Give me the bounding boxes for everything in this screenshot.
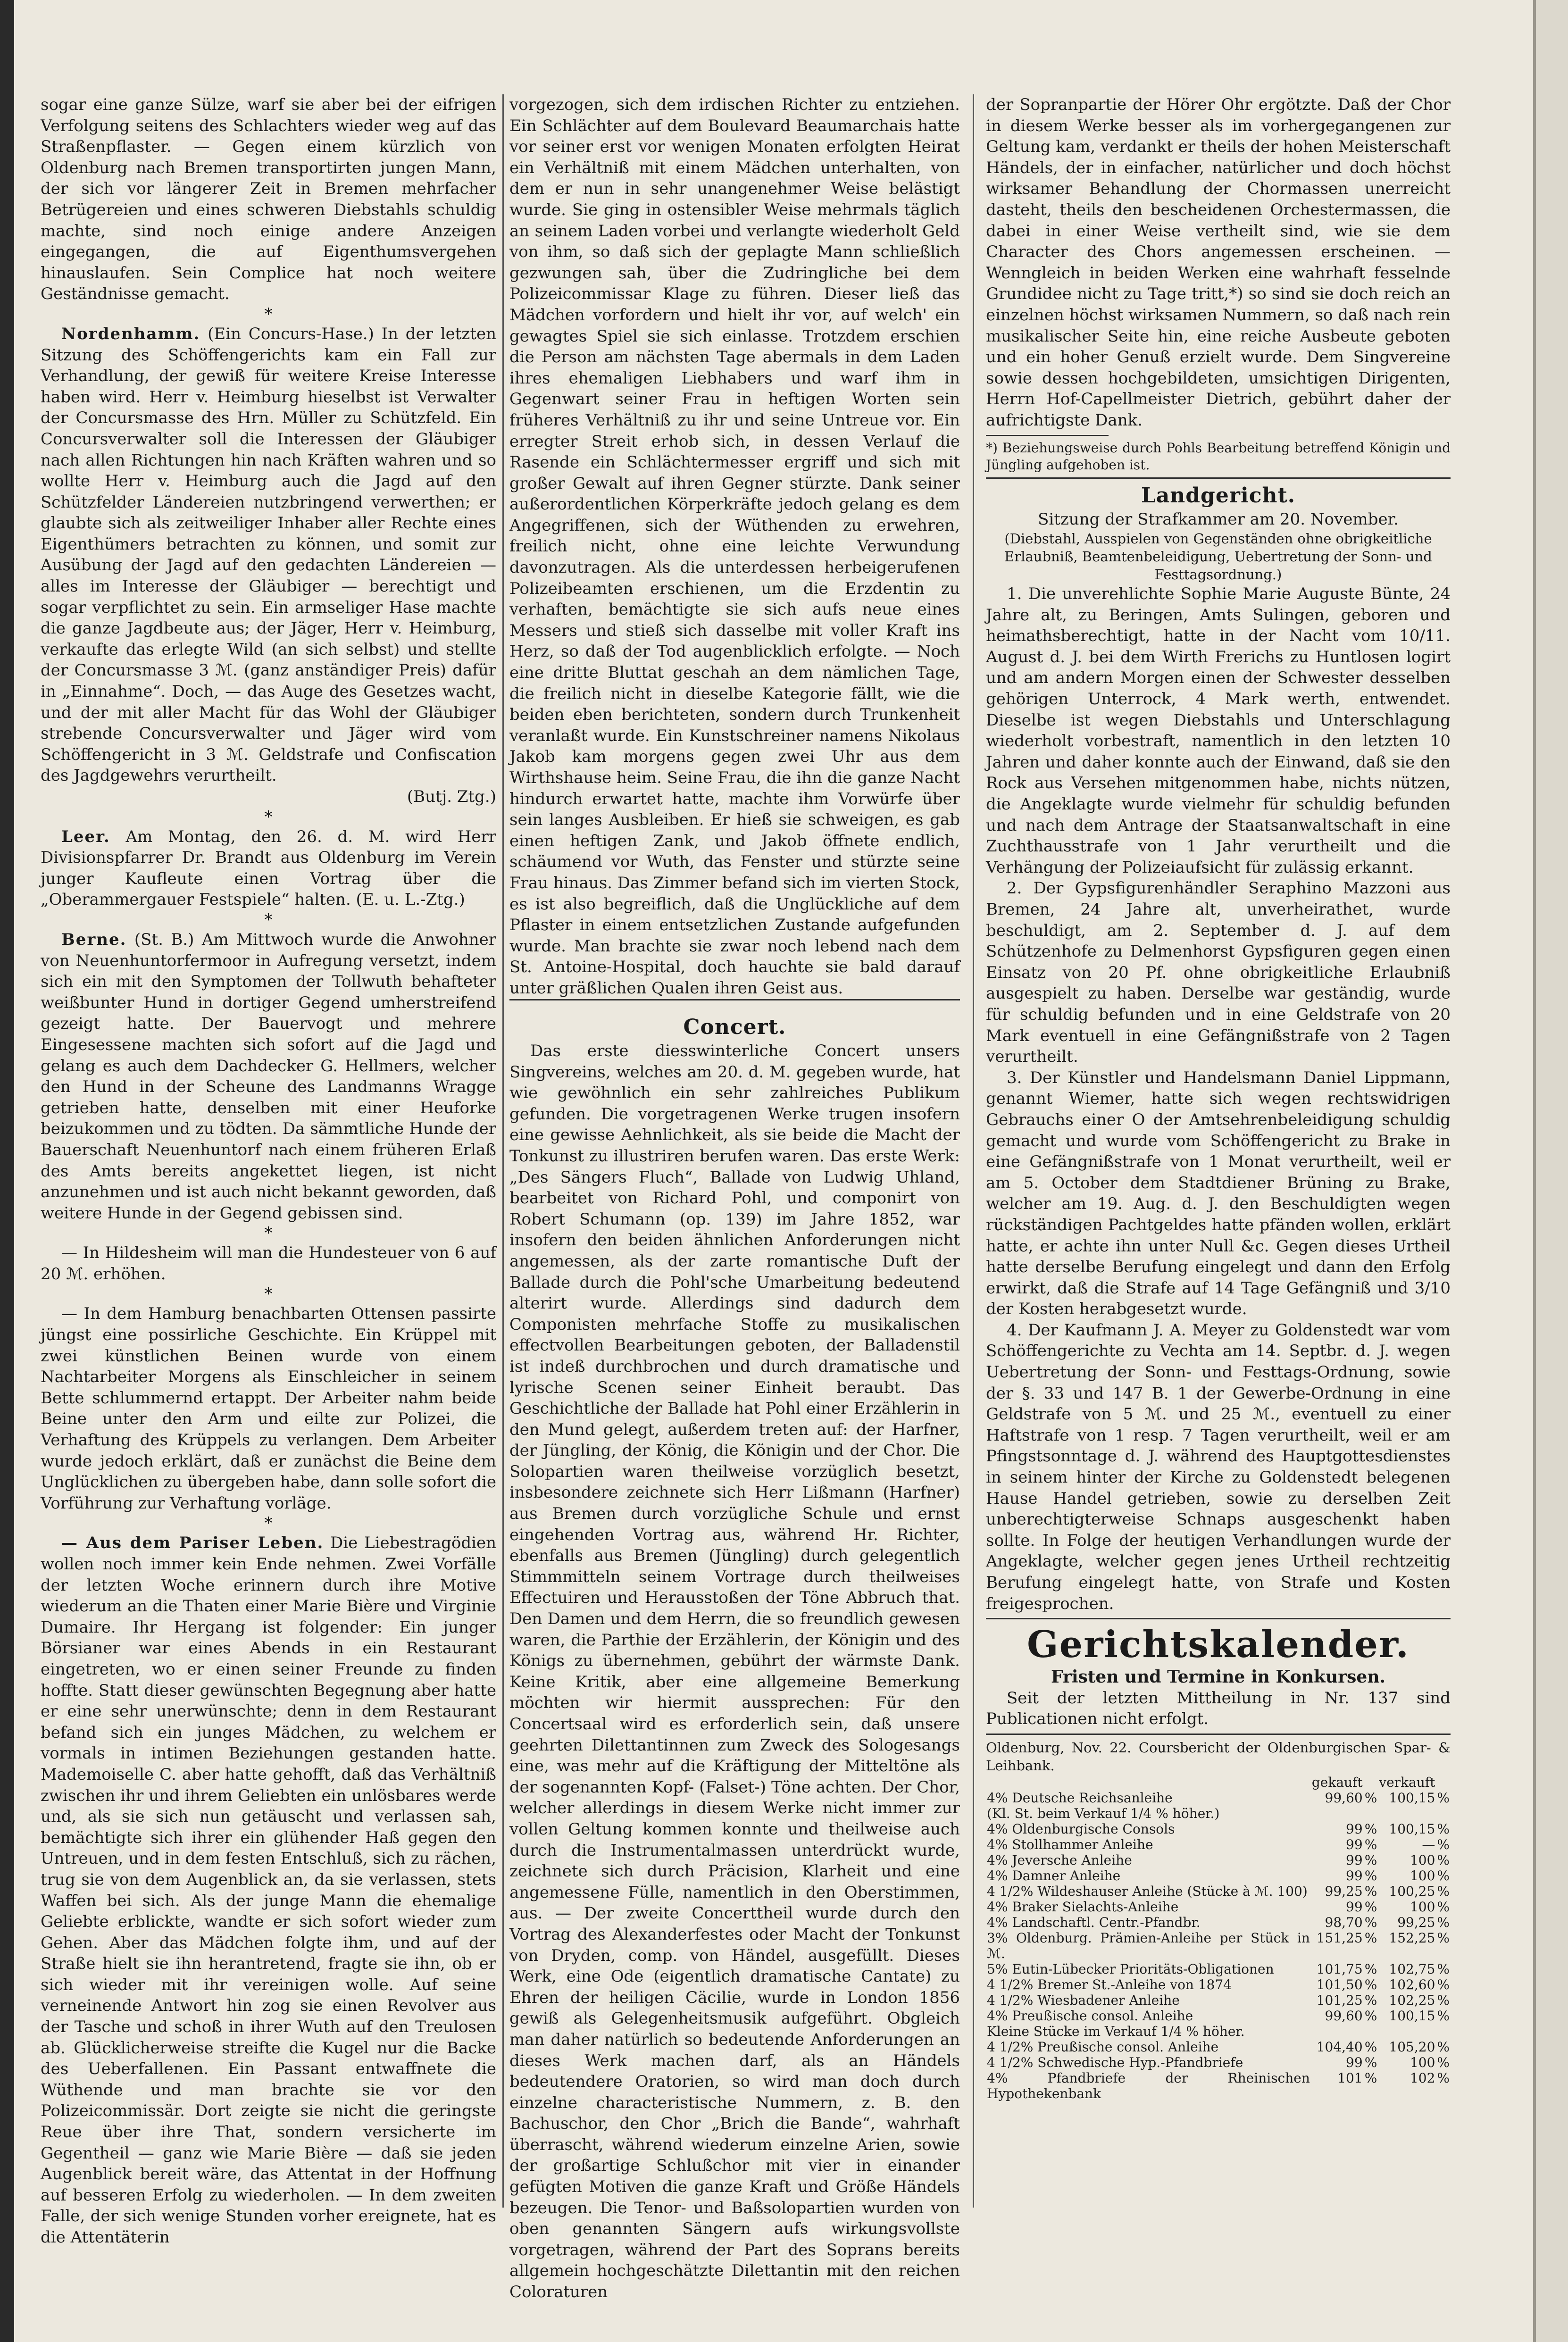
percent-cell — [1364, 2024, 1378, 2039]
price-cell: 99,25 — [1325, 1883, 1363, 1899]
price-cell: 100,15 — [1389, 1790, 1435, 1806]
price-cell: 101,75 — [1316, 1961, 1363, 1977]
footnote: *) Beziehungsweise durch Pohls Bearbeitung betreffend Königin und Jüngling aufgehoben ist. — [986, 440, 1451, 473]
column-2-concert — [509, 1014, 960, 2302]
dateline-nordenhamm: Nordenhamm. — [61, 324, 200, 343]
heading-landgericht: Landgericht. — [1141, 483, 1296, 508]
table-row — [986, 1868, 1451, 1884]
security-name: 4% Pfandbriefe der Rheinischen Hypothekenbank — [987, 2070, 1310, 2101]
article-ottensen: — In dem Hamburg benachbarten Ottensen passirte jüngst eine possirliche Geschichte. Ein Krüppel mit zwei künstlichen Beinen wurde von einem Nachtarbeiter Morgens als Einschleicher in seinem Bette schlummernd ertappt. Der Arbeiter nahm beide Beine unter den Arm und eilte zur Polizei, die Verhaftung des Krüppels zu verlangen. Dem Arbeiter wurde jedoch erklärt, daß er zunächst die Beine dem Unglücklichen zu übergeben habe, dann solle sofort die Vorführung zur Verhaftung vorläge. — [41, 1304, 496, 1513]
section-rule-concert — [509, 999, 960, 1000]
price-cell: 105,20 — [1389, 2039, 1435, 2055]
separator-star: * — [264, 1514, 273, 1533]
security-name: 4% Damner Anleihe — [987, 1867, 1121, 1884]
table-row — [986, 1806, 1451, 1821]
security-name: 4% Jeversche Anleihe — [987, 1852, 1132, 1868]
percent-cell: % — [1437, 1836, 1450, 1852]
price-cell: 102,60 — [1389, 1976, 1435, 1992]
percent-cell: % — [1364, 1867, 1377, 1884]
table-row — [986, 1977, 1451, 1992]
price-cell: 100 — [1410, 1899, 1435, 1915]
price-cell: 98,70 — [1325, 1914, 1363, 1930]
concert-continuation: der Sopranpartie der Hörer Ohr ergötzte. Daß der Chor in diesem Werke besser als im vorhergegangenen zur Geltung kam, verdankt er theils der hohen Meisterschaft Händels, der in einfacher, natürlicher und doch höchst wirksamer Behandlung der Chormassen unerreicht dasteht, theils den bescheidenen Orchestermassen, die dabei in einer Weise vertheilt sind, wie sie dem Character des Chors angemessen erscheinen. — Wenngleich in beiden Werken eine wahrhaft fesselnde Grundidee nicht zu Tage tritt,*) so sind sie doch reich an einzelnen höchst wirksamen Nummern, so daß nach rein musikalischer Seite hin, eine reiche Ausbeute geboten und ein hoher Genuß erzielt wurde. Dem Singvereine sowie dessen hochgebildeten, umsichtigen Dirigenten, Herrn Hof-Capellmeister Dietrich, gebührt daher der aufrichtigste Dank. — [986, 95, 1451, 430]
table-row — [986, 2070, 1451, 2101]
security-name: 4% Deutsche Reichsanleihe — [987, 1790, 1173, 1806]
percent-cell: % — [1364, 1914, 1377, 1930]
text-leer: Am Montag, den 26. d. M. wird Herr Divisionspfarrer Dr. Brandt aus Oldenburg im Verein junger Kaufleute einen Vortrag über die „Oberammergauer Festspiele“ halten. (E. u. L.-Ztg.) — [41, 827, 497, 909]
price-cell: 102,25 — [1389, 1992, 1435, 2008]
column-header-gekauft: gekauft — [1311, 1774, 1363, 1790]
table-row — [986, 2024, 1451, 2039]
price-cell: 100,15 — [1389, 2008, 1435, 2024]
dateline-berne: Berne. — [61, 930, 127, 949]
percent-cell: % — [1437, 2070, 1450, 2086]
price-cell: 99,60 — [1325, 1790, 1363, 1806]
security-name: Kleine Stücke im Verkauf 1/4 % höher. — [987, 2023, 1245, 2039]
table-row — [986, 1821, 1451, 1837]
price-cell: — — [1422, 1836, 1435, 1852]
article-paris-continuation: vorgezogen, sich dem irdischen Richter zu entziehen. Ein Schlächter auf dem Boulevard Beaumarchais hatte vor seiner erst vor wenigen Monaten erfolgten Heirat ein Verhältniß mit einem Mädchen unterhalten, von dem er nun in sehr unangenehmer Weise belästigt wurde. Sie ging in ostensibler Weise mehrmals täglich an seinem Laden vorbei und verlangte wiederholt Geld von ihm, so daß sich der geplagte Mann schließlich gezwungen sah, über die Zudringliche bei dem Polizeicommissar Klage zu führen. Dieser ließ das Mädchen vorfordern und hielt ihr vor, auf welch' ein gewagtes Spiel sie sich einlasse. Trotzdem erschien die Person am nächsten Tage abermals in dem Laden ihres ehemaligen Liebhabers und warf ihm in Gegenwart seiner Frau in heftigen Worten sein früheres Verhältniß zu ihr und seine Untreue vor. Ein erregter Streit erhob sich, in dessen Verlauf die Rasende ein Schlächtermesser ergriff und sich mit großer Gewalt auf ihren Gegner stürzte. Dank seiner außerordentlichen Körperkräfte jedoch gelang es dem Angegriffenen, sich der Wüthenden zu erwehren, freilich nicht, ohne eine leichte Verwundung davonzutragen. Als die unterdessen herbeigerufenen Polizeibeamten erschienen, um die Erzdentin zu verhaften, bemächtigte sie sich aufs neue eines Messers und stieß sich dasselbe mit voller Kraft ins Herz, so daß der Tod augenblicklich erfolgte. — Noch eine dritte Bluttat geschah an dem nämlichen Tage, die freilich nicht in dieselbe Kategorie fällt, wie die beiden eben berichteten, sondern durch Trunkenheit veranlaßt wurde. Ein Kunstschreiner namens Nikolaus Jakob kam morgens gegen zwei Uhr aus dem Wirthshause heim. Seine Frau, die ihn die ganze Nacht hindurch erwartet hatte, machte ihm Vorwürfe über sein langes Ausbleiben. Er hieß sie schweigen, es gab einen heftigen Zank, und Jakob öffnete endlich, schäumend vor Wuth, das Fenster und stürzte seine Frau hinaus. Das Zimmer befand sich im vierten Stock, es ist also begreiflich, daß die Unglückliche auf dem Pflaster in einem entsetzlichen Zustande aufgefunden wurde. Man brachte sie zwar noch lebend nach dem St. Antoine-Hospital, doch hauchte sie bald darauf unter gräßlichen Qualen ihren Geist aus. — [509, 95, 960, 998]
percent-cell: % — [1364, 2054, 1377, 2070]
table-row — [986, 1899, 1451, 1915]
percent-cell — [1436, 2024, 1451, 2039]
percent-cell: % — [1437, 1930, 1450, 1946]
text-paris: Die Liebestragödien wollen noch immer kein Ende nehmen. Zwei Vorfälle der letzten Woche erinnern durch ihre Motive wiederum an die Thaten einer Marie Bière und Virginie Dumaire. Ihr Hergang ist folgender: Ein junger Börsianer war eines Abends in ein Restaurant eingetreten, wo er einen seiner Freunde zu finden hoffte. Statt dieser gewünschten Begegnung aber hatte er eine sehr unerwünschte; denn in dem Restaurant befand sich ein junges Mädchen, zu welchem er vormals in intimen Beziehungen gestanden hatte. Mademoiselle C. aber hatte gehofft, daß das Verhältniß zwischen ihr und ihrem Geliebten ein unlösbares werde und, als sie sich nun getäuscht und verlassen sah, bemächtigte sich ihrer ein glühender Haß gegen den Untreuen, und in dem festen Entschluß, sich zu rächen, trug sie von dem Augenblick an, da sie verlassen, stets Waffen bei sich. Als der junge Mann die ehemalige Geliebte erblickte, wandte er sich sofort wieder zum Gehen. Aber das Mädchen folgte ihm, und auf der Straße hielt sie ihn herantretend, fragte sie ihn, ob er sich wieder mit ihr vereinigen wolle. Auf seine verneinende Antwort hin zog sie einen Revolver aus der Tasche und schoß in ihrer Wuth auf den Treulosen ab. Glücklicherweise streifte die Kugel nur die Backe des Ueberfallenen. Ein Passant entwaffnete die Wüthende und man brachte sie vor den Polizeicommissär. Dort zeigte sie nicht die geringste Reue über ihre That, sondern versicherte im Gegentheil — ganz wie Marie Bière — daß sie jeden Augenblick bereit wäre, das Attentat in der Hoffnung auf besseren Erfolg zu wiederholen. — In dem zweiten Falle, der sich wenige Stunden vorher ereignete, hat es die Attentäterin — [41, 1534, 496, 2247]
percent-cell: % — [1364, 1821, 1377, 1837]
separator-star: * — [264, 304, 273, 324]
price-cell: 99,60 — [1325, 2008, 1363, 2024]
percent-cell: % — [1364, 1961, 1377, 1977]
percent-cell: % — [1364, 1899, 1377, 1915]
percent-cell: % — [1437, 1914, 1450, 1930]
price-cell: 99 — [1346, 1867, 1363, 1884]
percent-cell: % — [1364, 1790, 1377, 1806]
heading-concert: Concert. — [683, 1015, 786, 1039]
separator-star: * — [264, 1284, 273, 1304]
landgericht-session: Sitzung der Strafkammer am 20. November. — [1038, 509, 1399, 529]
price-cell: 99 — [1346, 2054, 1363, 2070]
article-paris — [41, 1533, 496, 2248]
source-nordenhamm: (Butj. Ztg.) — [407, 787, 496, 806]
price-cell: 102 — [1410, 2070, 1435, 2086]
price-cell: 152,25 — [1389, 1930, 1435, 1946]
price-cell: 100 — [1410, 1852, 1435, 1868]
price-cell: 102,75 — [1389, 1961, 1435, 1977]
security-name: 4 1/2% Wildeshauser Anleihe (Stücke à ℳ. 100) — [987, 1883, 1308, 1899]
price-cell: 99 — [1346, 1899, 1363, 1915]
percent-cell: % — [1364, 1930, 1377, 1946]
percent-cell: % — [1364, 2039, 1377, 2055]
separator-star: * — [264, 807, 273, 826]
article-continuation: sogar eine ganze Sülze, warf sie aber bei der eifrigen Verfolgung seitens des Schlachters wieder weg auf das Straßenpflaster. — Gegen einem kürzlich von Oldenburg nach Bremen transportirten jungen Mann, der sich vor längerer Zeit in Bremen mehrfacher Betrügereien und eines schweren Diebstahls schuldig machte, sind noch einige andere Anzeigen eingegangen, die auf Eigenthumsvergehen hinauslaufen. Sein Complice hat noch weitere Geständnisse gemacht. — [41, 95, 496, 304]
table-row — [986, 1930, 1451, 1961]
kursbericht-header: Oldenburg, Nov. 22. Coursbericht der Oldenburgischen Spar- & Leihbank. — [986, 1739, 1451, 1774]
price-cell: 99 — [1346, 1836, 1363, 1852]
dateline-leer: Leer. — [61, 827, 110, 846]
kursbericht-table — [986, 1775, 1451, 2101]
percent-cell: % — [1437, 1992, 1450, 2008]
price-cell: 100,25 — [1389, 1883, 1435, 1899]
table-row — [986, 1884, 1451, 1899]
column-header-verkauft: verkauft — [1379, 1774, 1435, 1790]
column-3 — [986, 94, 1451, 2236]
price-cell — [1378, 1806, 1436, 1821]
security-name: 4 1/2% Preußische consol. Anleihe — [987, 2039, 1219, 2055]
percent-cell: % — [1364, 1852, 1377, 1868]
percent-cell — [1436, 1806, 1451, 1821]
text-berne: (St. B.) Am Mittwoch wurde die Anwohner von Neuenhuntorfermoor in Aufregung versetzt, indem sich ein mit den Symptomen der Tollwuth behafteter weißbunter Hund in dortiger Gegend umherstreifend gezeigt hatte. Der Bauervogt und mehrere Eingesessene machten sich sofort auf die Jagd und gelang es auch dem Dachdecker G. Hellmers, welcher den Hund in der Scheune des Landmanns Wragge getrieben hatte, denselben mit einer Heuforke beizukommen und zu tödten. Da sämmtliche Hunde der Bauerschaft Neuenhuntorf nach einem früheren Erlaß des Amts bereits angekettet liegen, ist nicht anzunehmen und ist auch nicht bekannt geworden, daß weitere Hunde in der Gegend gebissen sind. — [41, 930, 496, 1223]
price-cell: 100 — [1410, 1867, 1435, 1884]
price-cell: 99,25 — [1397, 1914, 1435, 1930]
percent-cell: % — [1437, 1883, 1450, 1899]
price-cell — [1311, 1806, 1364, 1821]
article-leer — [41, 826, 496, 910]
security-name: 4% Oldenburgische Consols — [987, 1821, 1175, 1837]
percent-cell — [1364, 1806, 1378, 1821]
section-rule-landgericht — [986, 477, 1451, 479]
security-name: 4% Landschaftl. Centr.-Pfandbr. — [987, 1914, 1201, 1930]
price-cell: 151,25 — [1316, 1930, 1363, 1946]
column-2 — [509, 94, 960, 1083]
separator-star: * — [264, 1224, 273, 1243]
page-right-edge — [1533, 0, 1568, 2342]
article-hildesheim: — In Hildesheim will man die Hundesteuer von 6 auf 20 ℳ. erhöhen. — [41, 1243, 496, 1284]
separator-star: * — [264, 910, 273, 929]
percent-cell: % — [1364, 2070, 1377, 2086]
security-name: 4 1/2% Schwedische Hyp.-Pfandbriefe — [987, 2054, 1243, 2070]
price-cell — [1311, 2024, 1364, 2039]
security-name: 4% Preußische consol. Anleihe — [987, 2008, 1193, 2024]
table-row — [986, 1790, 1451, 1806]
court-case-4: 4. Der Kaufmann J. A. Meyer zu Goldenstedt war vom Schöffengerichte zu Vechta am 14. Septbr. d. J. wegen Uebertretung der Sonn- und Festtags-Ordnung, sowie der §. 33 und 147 B. 1 der Gewerbe-Ordnung in eine Geldstrafe von 5 ℳ. und 25 ℳ., eventuell zu einer Haftstrafe von 1 resp. 7 Tagen verurtheilt, weil er am Pfingstsonntage d. J. während des Hauptgottesdienstes in seinem hinter der Kirche zu Goldenstedt belegenen Hause Handel getrieben, sowie zu derselben Zeit unberechtigterweise Schnaps ausgeschenkt haben sollte. In Folge der heutigen Verhandlungen wurde der Angeklagte, welcher gegen jenes Urtheil rechtzeitig Berufung eingelegt hatte, von Strafe und Kosten freigesprochen. — [986, 1320, 1451, 1613]
price-cell — [1378, 2024, 1436, 2039]
security-name: 4% Braker Sielachts-Anleihe — [987, 1899, 1179, 1915]
percent-cell: % — [1437, 1852, 1450, 1868]
article-berne — [41, 929, 496, 1224]
table-row — [986, 1837, 1451, 1852]
price-cell: 99 — [1346, 1821, 1363, 1837]
percent-cell: % — [1437, 2054, 1450, 2070]
table-row — [986, 1852, 1451, 1868]
price-cell: 101 — [1337, 2070, 1363, 2086]
table-row — [986, 2055, 1451, 2070]
price-cell: 99 — [1346, 1852, 1363, 1868]
security-name: (Kl. St. beim Verkauf 1/4 % höher.) — [987, 1805, 1220, 1821]
percent-cell: % — [1437, 1899, 1450, 1915]
footnote-rule — [986, 435, 1109, 436]
security-name: 5% Eutin-Lübecker Prioritäts-Obligationen — [987, 1961, 1274, 1977]
security-name: 4 1/2% Wiesbadener Anleihe — [987, 1992, 1180, 2008]
table-row — [986, 1961, 1451, 1977]
price-cell: 100,15 — [1389, 1821, 1435, 1837]
kursbericht-columns — [986, 1775, 1451, 1790]
dateline-paris: — Aus dem Pariser Leben. — [61, 1534, 324, 1553]
court-case-1: 1. Die unverehlichte Sophie Marie Auguste Bünte, 24 Jahre alt, zu Beringen, Amts Sulingen, geboren und heimathsberechtigt, hatte in der Nacht vom 10/11. August d. J. bei dem Wirth Frerichs zu Huntlosen logirt und am andern Morgen einen der Schwester desselben gehörigen Unterrock, 4 Mark werth, entwendet. Dieselbe ist wegen Diebstahls und Unterschlagung wiederholt vorbestraft, namentlich in den letzten 10 Jahren und daher konnte auch der Einwand, daß sie den Rock aus Versehen mitgenommen habe, nichts nützen, die Angeklagte wurde vielmehr für schuldig befunden und nach dem Antrage der Staatsanwaltschaft in eine Zuchthausstrafe von 1 Jahr verurtheilt und die Verhängung der Polizeiaufsicht für zulässig erkannt. — [986, 584, 1451, 877]
section-rule-gerichtskalender — [986, 1618, 1451, 1619]
landgericht-topics: (Diebstahl, Ausspielen von Gegenständen ohne obrigkeitliche Erlaubniß, Beamtenbeleidigung, Uebertretung der Sonn- und Festtagsordnung.) — [1004, 531, 1432, 583]
percent-cell: % — [1437, 1867, 1450, 1884]
price-cell: 104,40 — [1316, 2039, 1363, 2055]
percent-cell: % — [1437, 2008, 1450, 2024]
percent-cell: % — [1364, 1976, 1377, 1992]
section-rule-kursbericht — [986, 1734, 1451, 1735]
percent-cell: % — [1437, 1821, 1450, 1837]
percent-cell: % — [1437, 1961, 1450, 1977]
price-cell: 101,25 — [1316, 1992, 1363, 2008]
percent-cell: % — [1364, 1992, 1377, 2008]
court-case-2: 2. Der Gypsfigurenhändler Seraphino Mazzoni aus Bremen, 24 Jahre alt, unverheirathet, wurde beschuldigt, am 2. September d. J. auf dem Schützenhofe zu Delmenhorst Gypsfiguren gegen einen Einsatz von 20 Pf. ohne obrigkeitliche Erlaubniß ausgespielt zu haben. Derselbe war geständig, wurde für schuldig befunden und in eine Geldstrafe von 20 Mark eventuell in eine Gefängnißstrafe von 2 Tagen verurtheilt. — [986, 879, 1451, 1067]
percent-cell: % — [1437, 1790, 1450, 1806]
price-cell: 100 — [1410, 2054, 1435, 2070]
table-row — [986, 1915, 1451, 1930]
column-rule-1 — [502, 94, 504, 2208]
percent-cell: % — [1364, 1883, 1377, 1899]
heading-gerichtskalender: Gerichtskalender. — [1027, 1623, 1410, 1667]
percent-cell: % — [1437, 1976, 1450, 1992]
text-nordenhamm: (Ein Concurs-Hase.) In der letzten Sitzung des Schöffengerichts kam ein Fall zur Verhandlung, der gewiß für weitere Kreise Interesse haben wird. Herr v. Heimburg hieselbst ist Verwalter der Concursmasse des Hrn. Müller zu Schützfeld. Ein Concursverwalter soll die Interessen der Gläubiger nach allen Richtungen hin nach Kräften wahren und so wollte Herr v. Heimburg auch die Jagd auf den Schützfelder Ländereien nutzbringend verwerthen; er glaubte sich als zeitweiliger Inhaber aller Rechte eines Eigenthümers betrachten zu können, und somit zur Ausübung der Jagd auf den gedachten Ländereien — alles im Interesse der Gläubiger — berechtigt und sogar verpflichtet zu sein. Ein armseliger Hase machte die ganze Jagdbeute aus; der Jäger, Herr v. Heimburg, verkaufte das erlegte Wild (an sich selbst) und stellte der Concursmasse 3 ℳ. (ganz anständiger Preis) dafür in „Einnahme“. Doch, — das Auge des Gesetzes wacht, und der mit aller Macht für das Wohl der Gläubiger strebende Concursverwalter und Jäger wird vom Schöffengericht in 3 ℳ. Geldstrafe und Confiscation des Jagdgewehrs verurtheilt. — [41, 324, 496, 785]
kursbericht-rows — [986, 1790, 1451, 2101]
percent-cell: % — [1364, 1836, 1377, 1852]
security-name: 4 1/2% Bremer St.-Anleihe von 1874 — [987, 1976, 1232, 1992]
article-concert: Das erste diesswinterliche Concert unsers Singvereins, welches am 20. d. M. gegeben wurde, hat wie gewöhnlich ein sehr zahlreiches Publikum gefunden. Die vorgetragenen Werke trugen insofern eine gewisse Aehnlichkeit, als sie beide die Macht der Tonkunst zu illustriren berufen waren. Das erste Werk: „Des Sängers Fluch“, Ballade von Ludwig Uhland, bearbeitet von Richard Pohl, und componirt von Robert Schumann (op. 139) im Jahre 1852, war insofern den beiden ähnlichen Anforderungen nicht angemessen, als der zarte romantische Duft der Ballade durch die Pohl'sche Umarbeitung bedeutend alterirt wurde. Allerdings sind dadurch dem Componisten mehrfache Stoffe zu musikalischen effectvollen Bearbeitungen geboten, der Balladenstil ist indeß durchbrochen und durch dramatische und lyrische Scenen seiner Einheit beraubt. Das Geschichtliche der Ballade hat Pohl einer Erzählerin in den Mund gelegt, außerdem treten auf: der Harfner, der Jüngling, der König, die Königin und der Chor. Die Solopartien waren theilweise vorzüglich besetzt, insbesondere zeichnete sich Herr Lißmann (Harfner) aus Bremen durch vorzügliche Schule und ernst eingehenden Vortrag aus, während Hr. Richter, ebenfalls aus Bremen (Jüngling) durch gelegentlich Stimmmitteln seinem Vortrage durch theilweises Effectuiren und Herausstoßen der Töne Abbruch that. Den Damen und dem Herrn, die so freundlich gewesen waren, die Parthie der Erzählerin, der Königin und des Königs zu übernehmen, gebührt der wärmste Dank. Keine Kritik, aber eine allgemeine Bemerkung möchten wir hiermit aussprechen: Für den Concertsaal wird es erforderlich sein, daß unsere geehrten Dilettantinnen zum Zweck des Sologesangs eine, was mehr auf die Kräftigung der Mitteltöne als der sogenannten Kopf- (Falset-) Töne achten. Der Chor, welcher allerdings in diesem Werke nicht immer zur vollen Geltung kommen konnte und theilweise auch durch die Instrumentalmassen unterdrückt wurde, zeichnete sich durch Präcision, Klarheit und eine angemessene Fülle, namentlich in den Oberstimmen, aus. — Der zweite Concerttheil wurde durch den Vortrag des Alexanderfestes oder Macht der Tonkunst von Dryden, comp. von Händel, ausgefüllt. Dieses Werk, eine Ode (eigentlich dramatische Cantate) zu Ehren der heiligen Cäcilie, wurde in London 1856 gewiß als Gelegenheitsmusik aufgeführt. Obgleich man daher natürlich so bedeutende Anforderungen an dieses Werk machen darf, als an Händels bedeutendere Oratorien, so wird man doch durch einzelne characteristische Nummern, z. B. den Bachuschor, den Chor „Brich die Bande“, wahrhaft überrascht, während wiederum einzelne Arien, sowie der großartige Schlußchor mit vier in einander gefügten Motiven die ganze Kraft und Größe Händels bezeugen. Die Tenor- und Baßsolopartien wurden von oben genannten Sängern aufs wirkungsvollste vorgetragen, während der Part des Soprans bereits allgemein hochgeschätzte Dilettantin mit den reichen Coloraturen — [509, 1042, 960, 2302]
court-case-3: 3. Der Künstler und Handelsmann Daniel Lippmann, genannt Wiemer, hatte sich wegen rechtswidrigen Gebrauchs einer O der Amtsehrenbeleidigung schuldig gemacht und wurde vom Schöffengericht zu Brake in eine Gefängnißstrafe von 1 Monat verurtheilt, weil er am 5. October dem Stadtdiener Brüning zu Brake, welcher am 19. Aug. d. J. den Beschuldigten wegen rückständigen Pachtgeldes hatte pfänden wollen, erklärt hatte, er achte ihn unter Null &c. Gegen dieses Urtheil hatte derselbe Berufung eingelegt und dann den Erfolg erwirkt, daß die Strafe auf 14 Tage Gefängniß und 3/10 der Kosten herabgesetzt wurde. — [986, 1068, 1451, 1319]
table-row — [986, 2039, 1451, 2055]
table-row — [986, 2008, 1451, 2024]
column-rule-2 — [973, 94, 974, 2208]
price-cell: 101,50 — [1316, 1976, 1363, 1992]
table-row — [986, 1992, 1451, 2008]
security-name: 4% Stollhammer Anleihe — [987, 1836, 1153, 1852]
page-left-edge — [0, 0, 14, 2342]
gerichtskalender-subheading: Fristen und Termine in Konkursen. — [1051, 1667, 1386, 1687]
article-nordenhamm — [41, 324, 496, 786]
column-1 — [41, 94, 497, 2247]
percent-cell: % — [1364, 2008, 1377, 2024]
percent-cell: % — [1437, 2039, 1450, 2055]
gerichtskalender-text: Seit der letzten Mittheilung in Nr. 137 sind Publicationen nicht erfolgt. — [986, 1688, 1451, 1729]
security-name: 3% Oldenburg. Prämien-Anleihe per Stück in ℳ. — [987, 1930, 1310, 1961]
